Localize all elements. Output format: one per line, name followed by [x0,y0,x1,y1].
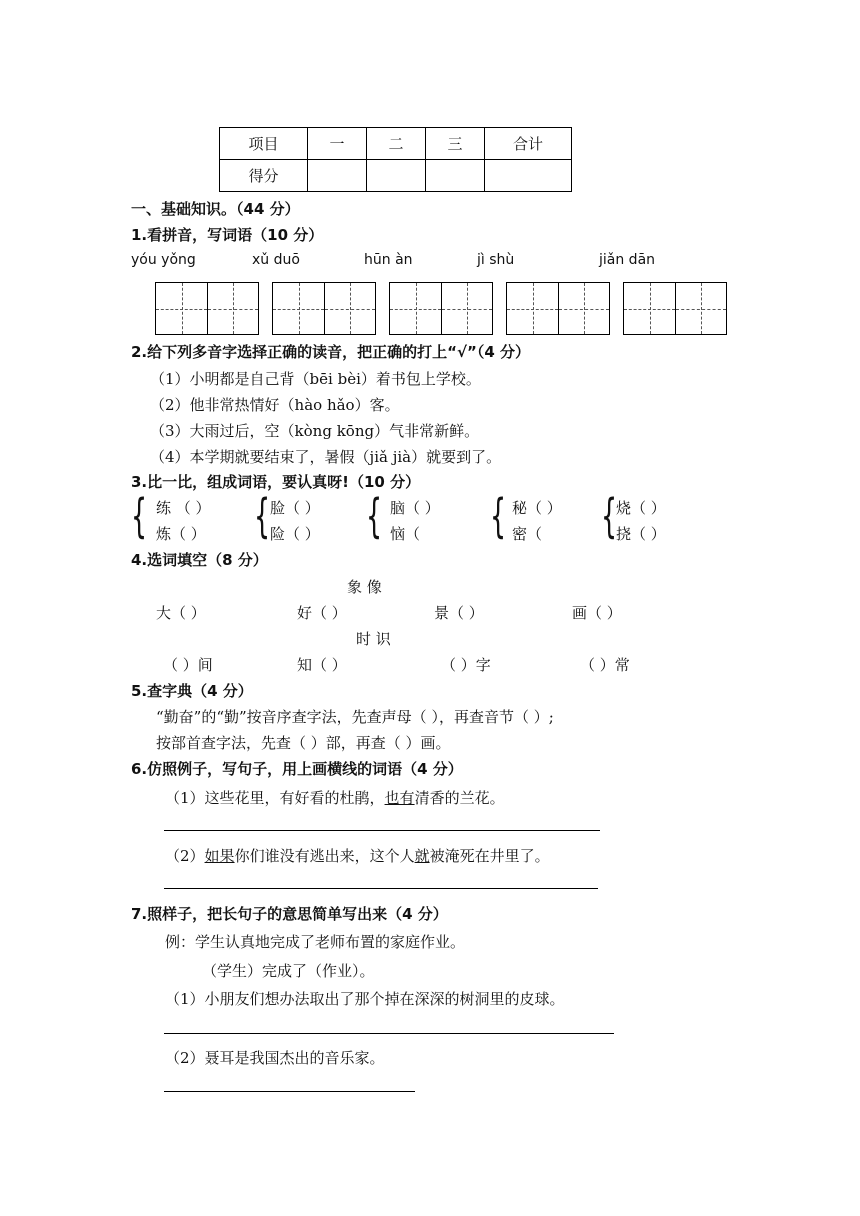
q3-word: 练 （ ） [156,499,211,517]
grid-cell[interactable] [324,283,375,334]
q3-word: 挠（ ） [616,525,666,543]
q4-blank: 画（ ） [572,604,622,622]
underlined-word: 也有 [384,789,415,807]
q6-item-2 [165,845,550,866]
writing-grid[interactable] [389,282,493,335]
score-row-label: 得分 [220,160,308,192]
q5-line: 按部首查字法，先查（ ）部，再查（ ）画。 [156,734,451,752]
score-cell[interactable] [367,160,426,192]
q3-word: 脸（ ） [270,499,320,517]
writing-grid[interactable] [272,282,376,335]
answer-line[interactable] [164,1033,614,1034]
q4-blank: 景（ ） [434,604,484,622]
score-cell[interactable] [485,160,572,192]
grid-cell[interactable] [390,283,441,334]
underlined-word: 如果 [204,847,235,865]
answer-line[interactable] [164,888,598,889]
word-choice: 象 像 [347,578,382,596]
q6-item-1 [165,787,505,808]
q3-word: 险（ ） [270,525,320,543]
q7-item-2: （2）聂耳是我国杰出的音乐家。 [165,1049,385,1067]
brace-icon: { [254,489,271,543]
question-title: 2.给下列多音字选择正确的读音，把正确的打上“√”（4 分） [131,343,531,361]
text: 清香的兰花。 [414,789,505,807]
underlined-word: 就 [414,847,430,865]
q3-word: 秘（ ） [512,499,562,517]
text: 被淹死在井里了。 [429,847,550,865]
pinyin-3: hūn àn [364,252,413,268]
grid-cell[interactable] [207,283,258,334]
text: （1）这些花里，有好看的杜鹃， [165,789,385,807]
writing-grid[interactable] [623,282,727,335]
score-cell[interactable] [426,160,485,192]
score-header-cell: 一 [308,128,367,160]
grid-cell[interactable] [675,283,726,334]
section-title: 一、基础知识。（44 分） [131,200,300,218]
question-title: 7.照样子，把长句子的意思简单写出来（4 分） [131,905,448,923]
q2-item-3: （3）大雨过后，空（kòng kōng）气非常新鲜。 [150,422,480,440]
grid-cell[interactable] [558,283,609,334]
brace-icon: { [490,489,507,543]
q7-example-answer: （学生）完成了（作业）。 [202,962,375,980]
q4-blank: （ ）字 [441,656,491,674]
grid-cell[interactable] [441,283,492,334]
q2-item-1: （1）小明都是自己背（bēi bèi）着书包上学校。 [150,370,481,388]
q2-item-4: （4）本学期就要结束了，暑假（jiǎ jià）就要到了。 [150,448,502,466]
text: 你们谁没有逃出来，这个人 [234,847,415,865]
question-title: 5.查字典（4 分） [131,682,253,700]
brace-icon: { [601,489,618,543]
question-title: 4.选词填空（8 分） [131,551,268,569]
q4-blank: 知（ ） [297,656,347,674]
q7-item-1: （1）小朋友们想办法取出了那个掉在深深的树洞里的皮球。 [165,990,565,1008]
q4-blank: （ ）间 [163,656,213,674]
grid-cell[interactable] [273,283,324,334]
score-header-cell: 项目 [220,128,308,160]
answer-line[interactable] [164,830,600,831]
pinyin-5: jiǎn dān [599,252,656,268]
grid-cell[interactable] [156,283,207,334]
q2-item-2: （2）他非常热情好（hào hǎo）客。 [150,396,400,414]
pinyin-2: xǔ duō [252,252,300,268]
q5-line: “勤奋”的“勤”按音序查字法，先查声母（ ），再查音节（ ）; [156,708,554,726]
q7-example: 例：学生认真地完成了老师布置的家庭作业。 [165,933,466,951]
grid-cell[interactable] [624,283,675,334]
q3-word: 烧（ ） [616,499,666,517]
grid-cell[interactable] [507,283,558,334]
text: （2） [165,847,205,865]
q4-blank: （ ）常 [580,656,630,674]
q3-word: 恼（ [390,525,421,543]
answer-line[interactable] [164,1091,415,1092]
score-cell[interactable] [308,160,367,192]
q4-blank: 大（ ） [156,604,206,622]
pinyin-1: yóu yǒng [131,252,196,268]
question-title: 6.仿照例子，写句子，用上画横线的词语（4 分） [131,760,463,778]
word-choice: 时 识 [356,630,391,648]
q3-word: 炼（ ） [156,525,206,543]
brace-icon: { [131,489,148,543]
score-header-cell: 三 [426,128,485,160]
question-title: 3.比一比，组成词语，要认真呀!（10 分） [131,473,421,491]
q3-word: 脑（ ） [390,499,440,517]
score-table [219,127,572,192]
writing-grid[interactable] [155,282,259,335]
q3-word: 密（ [512,525,543,543]
brace-icon: { [366,489,383,543]
score-header-cell: 二 [367,128,426,160]
pinyin-4: jì shù [477,252,515,268]
score-header-cell: 合计 [485,128,572,160]
writing-grid[interactable] [506,282,610,335]
q4-blank: 好（ ） [297,604,347,622]
question-title: 1.看拼音，写词语（10 分） [131,226,324,244]
